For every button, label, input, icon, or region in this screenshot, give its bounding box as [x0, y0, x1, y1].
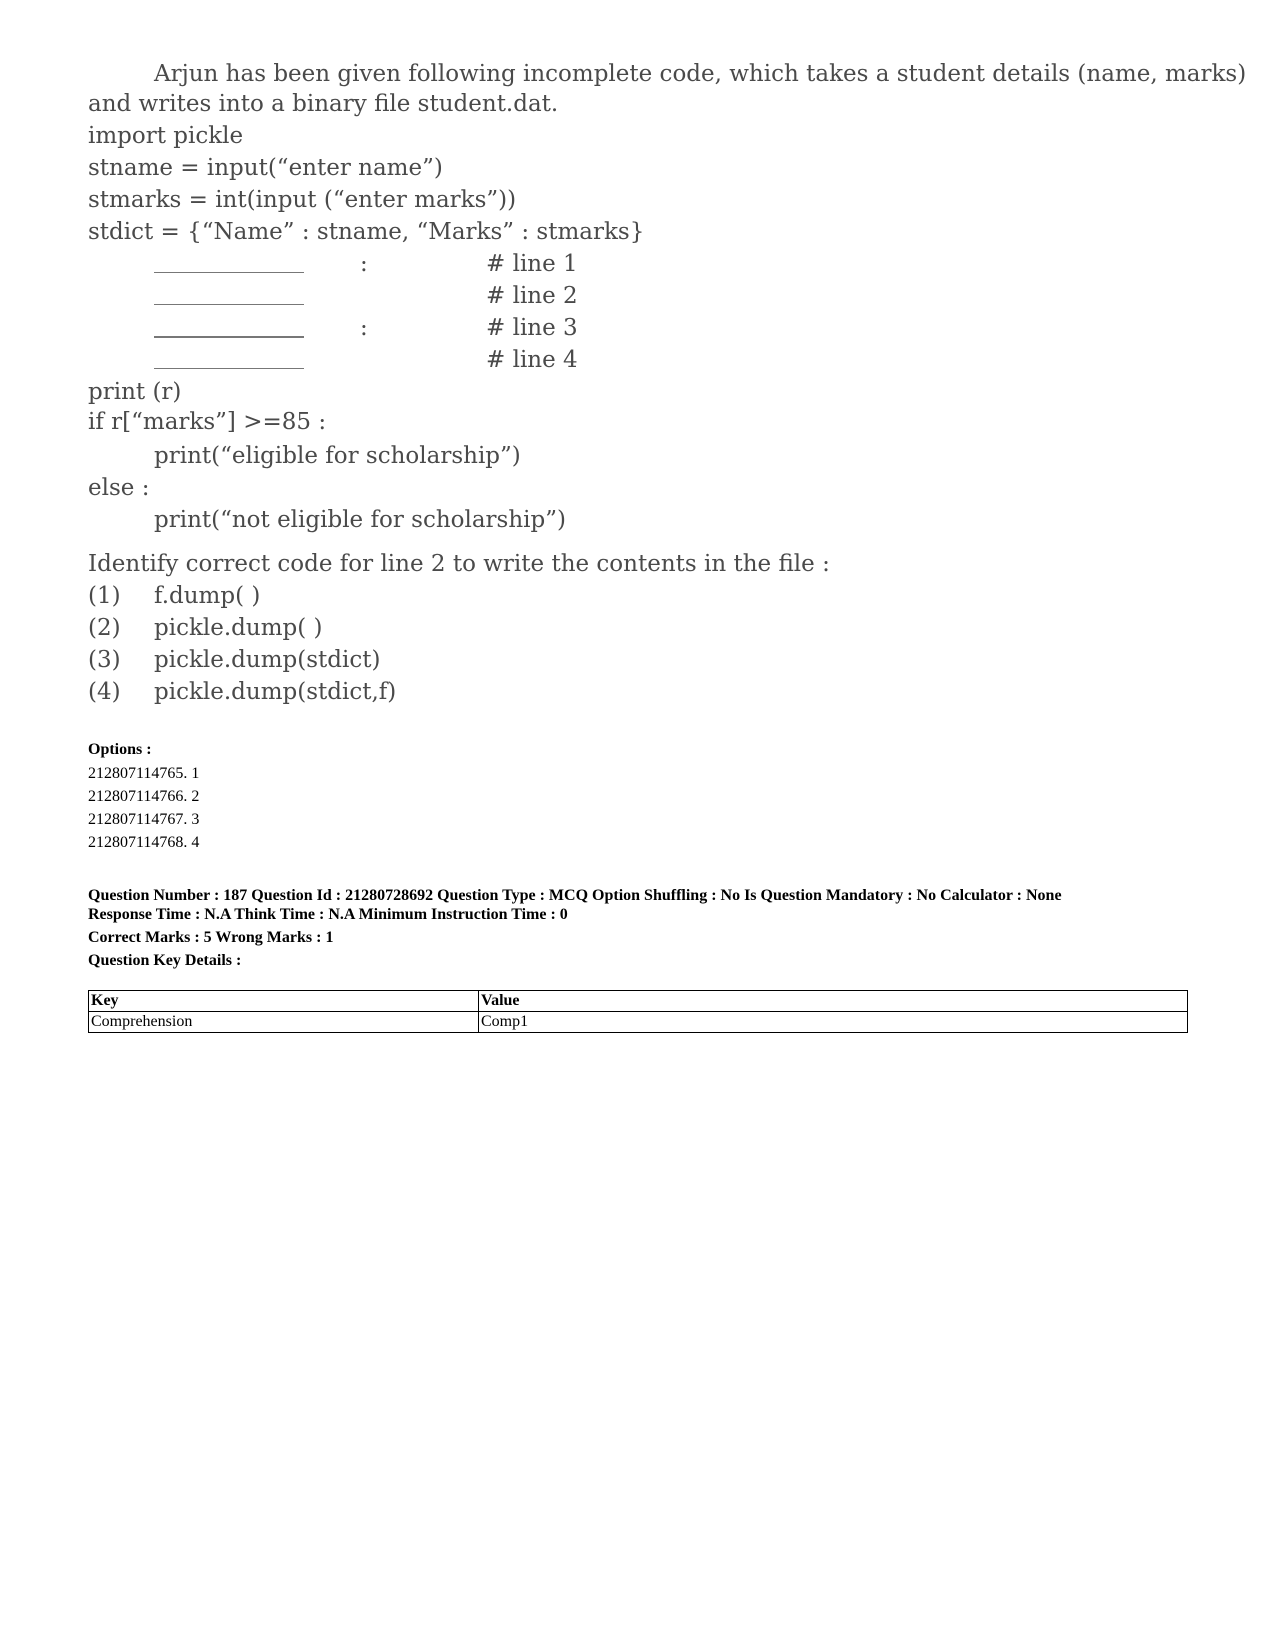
- question-image: [88, 58, 1247, 738]
- choice-4: [88, 678, 688, 706]
- table-header-key: Key: [89, 991, 479, 1012]
- choice-number: (4): [88, 679, 121, 705]
- blank-line-2: [88, 282, 688, 310]
- options-label: Options :: [88, 741, 152, 758]
- question-key-table: [88, 990, 1188, 1033]
- option-item-1: 212807114765. 1: [88, 765, 200, 782]
- table-header-row: [89, 991, 1188, 1012]
- question-prompt: Identify correct code for line 2 to write the contents in the file :: [88, 551, 830, 577]
- table-cell-key: Comprehension: [89, 1012, 479, 1033]
- line-comment: # line 3: [486, 315, 578, 341]
- table-row: [89, 1012, 1188, 1033]
- code-line-stname: stname = input(“enter name”): [88, 155, 443, 181]
- line-comment: # line 4: [486, 347, 578, 373]
- code-line-stdict: stdict = {“Name” : stname, “Marks” : stmarks}: [88, 219, 645, 245]
- table-cell-value: Comp1: [479, 1012, 1188, 1033]
- line-comment: # line 1: [486, 251, 578, 277]
- choice-text: pickle.dump( ): [154, 615, 323, 641]
- code-line-import: import pickle: [88, 123, 244, 149]
- option-item-3: 212807114767. 3: [88, 811, 200, 828]
- code-line-print-eligible: print(“eligible for scholarship”): [154, 443, 521, 469]
- blank-underline: [154, 316, 304, 338]
- code-line-print-r: print (r): [88, 379, 182, 405]
- code-line-stmarks: stmarks = int(input (“enter marks”)): [88, 187, 517, 213]
- choice-3: [88, 646, 688, 674]
- key-details-label: Question Key Details :: [88, 952, 242, 969]
- table-header-value: Value: [479, 991, 1188, 1012]
- code-line-print-not-eligible: print(“not eligible for scholarship”): [154, 507, 566, 533]
- blank-underline: [154, 252, 304, 273]
- blank-colon: :: [360, 315, 368, 341]
- blank-underline: [154, 348, 304, 369]
- option-item-2: 212807114766. 2: [88, 788, 200, 805]
- choice-number: (1): [88, 583, 121, 609]
- line-comment: # line 2: [486, 283, 578, 309]
- question-meta-line-2: Response Time : N.A Think Time : N.A Minimum Instruction Time : 0: [88, 906, 568, 923]
- marks-line: Correct Marks : 5 Wrong Marks : 1: [88, 929, 334, 946]
- intro-text-line-1: Arjun has been given following incomplete code, which takes a student details (name, marks): [154, 61, 1247, 87]
- choice-number: (2): [88, 615, 121, 641]
- code-line-if: if r[“marks”] >=85 :: [88, 409, 327, 435]
- intro-text-line-2: and writes into a binary file student.dat.: [88, 91, 559, 117]
- code-line-else: else :: [88, 475, 150, 501]
- blank-underline: [154, 284, 304, 305]
- choice-number: (3): [88, 647, 121, 673]
- choice-text: f.dump( ): [154, 583, 261, 609]
- option-item-4: 212807114768. 4: [88, 834, 200, 851]
- blank-line-1: [88, 250, 688, 278]
- choice-text: pickle.dump(stdict,f): [154, 679, 397, 705]
- blank-line-4: [88, 346, 688, 374]
- choice-2: [88, 614, 688, 642]
- choice-text: pickle.dump(stdict): [154, 647, 381, 673]
- blank-line-3: [88, 314, 688, 342]
- choice-1: [88, 582, 688, 610]
- blank-colon: :: [360, 251, 368, 277]
- question-meta-line-1: Question Number : 187 Question Id : 21280728692 Question Type : MCQ Option Shuffling : No Is Question Mandatory : No Calculator : None: [88, 887, 1062, 904]
